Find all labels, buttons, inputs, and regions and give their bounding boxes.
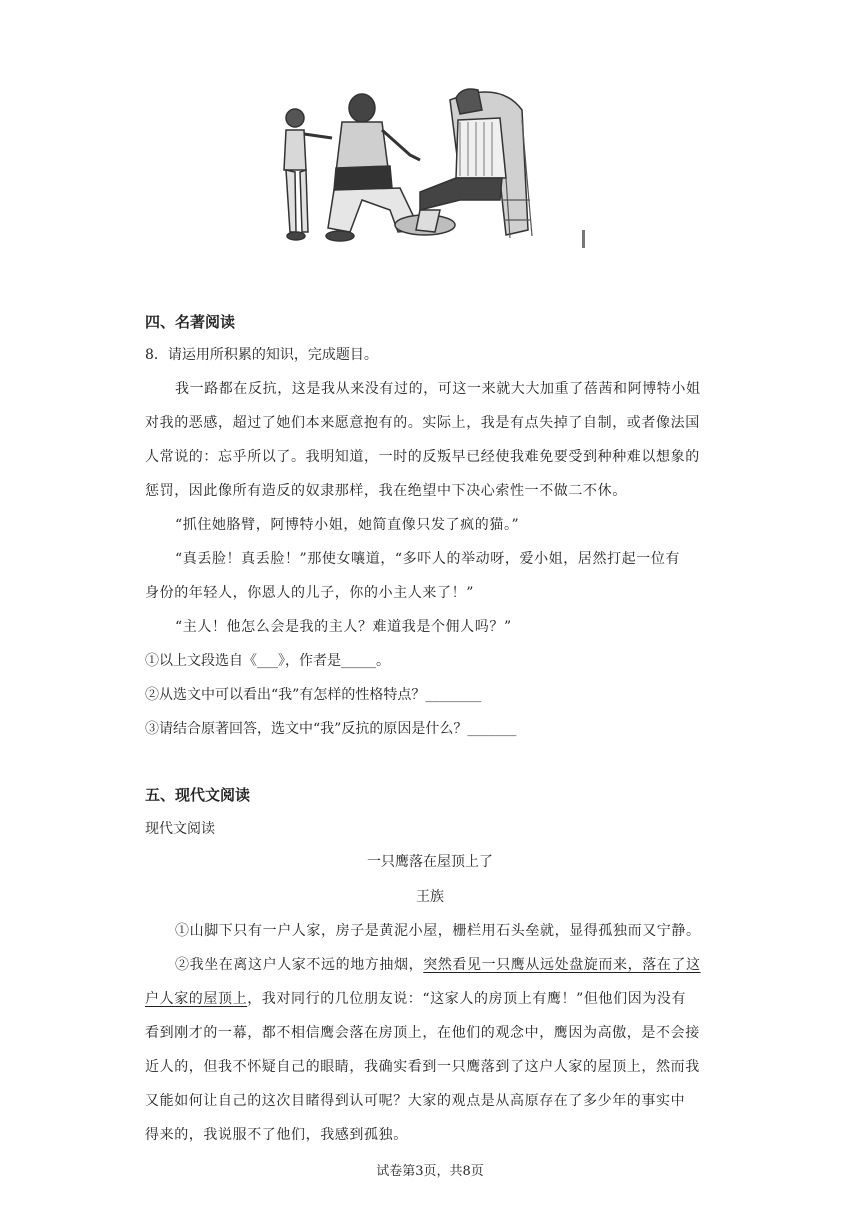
scan-mark [582, 230, 585, 248]
paragraph-2-line: 得来的，我说服不了他们，我感到孤独。 [145, 1127, 408, 1143]
passage-line: 我一路都在反抗，这是我从来没有过的，可这一来就大大加重了蓓茜和阿博特小姐 [175, 381, 701, 397]
passage-line: 人常说的：忘乎所以了。我明知道，一时的反叛早已经使我难免要受到种种难以想象的 [145, 449, 700, 465]
paragraph-1: ①山脚下只有一户人家，房子是黄泥小屋，栅栏用石头垒就，显得孤独而又宁静。 [175, 923, 701, 939]
paragraph-2-text: ，我对同行的几位朋友说：“这家人的房顶上有鹰！”但他们因为没有 [247, 991, 687, 1007]
paragraph-2-line-2 [145, 988, 686, 1008]
article-author: 王族 [416, 889, 444, 905]
paragraph-2-line: 看到刚才的一幕，都不相信鹰会落在房顶上，在他们的观念中，鹰因为高傲，是不会接 [145, 1025, 700, 1041]
passage-line: 对我的恶感，超过了她们本来愿意抱有的。实际上，我是有点失掉了自制，或者像法国 [145, 415, 700, 431]
paragraph-2-text: ②我坐在离这户人家不远的地方抽烟， [175, 957, 424, 973]
question-item: ①以上文段选自《___》，作者是_____。 [145, 653, 390, 669]
section-4-heading: 四、名著阅读 [145, 313, 236, 331]
child-figure [284, 109, 332, 240]
passage-line: 惩罚，因此像所有造反的奴隶那样，我在绝望中下决心索性一不做二不休。 [145, 483, 627, 499]
passage-line: “抓住她胳臂，阿博特小姐，她简直像只发了疯的猫。” [175, 517, 520, 533]
illustration-family-scene [270, 60, 600, 260]
seated-old-man-figure [416, 89, 532, 238]
passage-line: “主人！他怎么会是我的主人？难道我是个佣人吗？” [175, 619, 512, 635]
question-8-intro: 8．请运用所积累的知识，完成题目。 [145, 347, 378, 363]
question-item: ②从选文中可以看出“我”有怎样的性格特点？________ [145, 687, 482, 703]
page-footer: 试卷第3页，共8页 [376, 1164, 484, 1179]
passage-line: 身份的年轻人，你恩人的儿子，你的小主人来了！” [145, 585, 474, 601]
section-5-subheading: 现代文阅读 [145, 821, 215, 837]
question-item: ③请结合原著回答，选文中“我”反抗的原因是什么？_______ [145, 721, 517, 737]
paragraph-2-line-1 [175, 954, 701, 974]
paragraph-2-line: 又能如何让自己的这次目睹得到认可呢？大家的观点是从高原存在了多少年的事实中 [145, 1093, 686, 1109]
article-title: 一只鹰落在屋顶上了 [367, 854, 493, 870]
passage-line: “真丢脸！真丢脸！”那使女嚷道，“多吓人的举动呀，爱小姐，居然打起一位有 [175, 551, 681, 567]
section-5-heading: 五、现代文阅读 [145, 786, 251, 804]
underlined-text: 突然看见一只鹰从远处盘旋而来，落在了这 [423, 957, 701, 973]
underlined-text: 户人家的屋顶上 [145, 991, 248, 1007]
paragraph-2-line: 近人的，但我不怀疑自己的眼睛，我确实看到一只鹰落到了这户人家的屋顶上，然而我 [145, 1059, 700, 1075]
